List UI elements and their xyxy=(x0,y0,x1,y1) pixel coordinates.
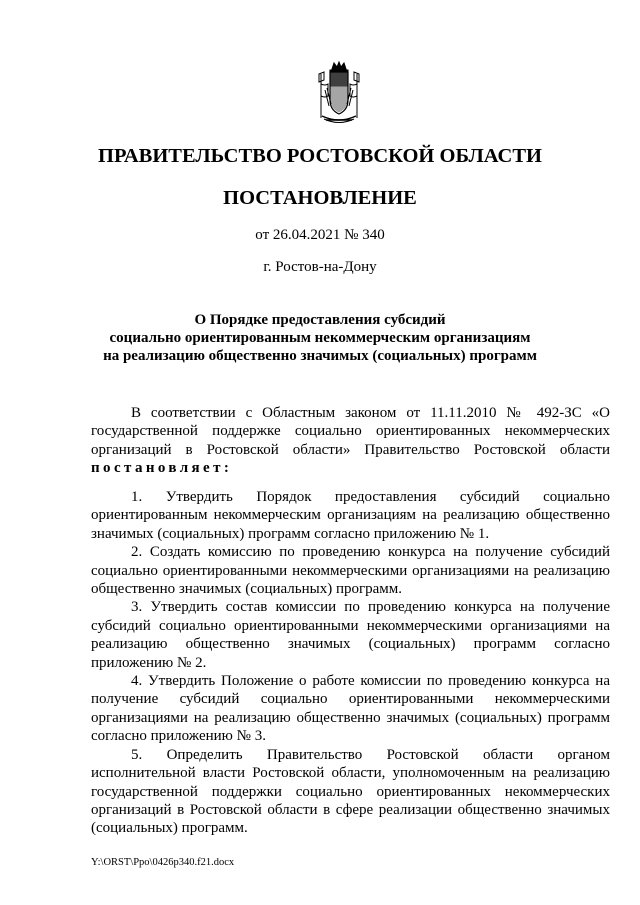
decree-item-2: 2. Создать комиссию по проведению конкурса на получение субсидий социально ориентированными некоммерческими организациями на реализацию общественно значимых (социальных) программ. xyxy=(91,544,610,598)
subject-line: О Порядке предоставления субсидий xyxy=(194,312,446,328)
decree-item-3: 3. Утвердить состав комиссии по проведению конкурса на получение субсидий социально ориентированными некоммерческими организациями на реализацию общественно значимых (социальных) программ согласно приложению № 2. xyxy=(91,599,610,671)
preamble xyxy=(91,404,610,478)
subject-line: на реализацию общественно значимых (социальных) программ xyxy=(103,348,537,364)
decree-item-5: 5. Определить Правительство Ростовской области органом исполнительной власти Ростовской области, уполномоченным на реализацию государственной поддержки социально ориентированных некоммерческих организаций в Ростовской области в сфере реализации общественно значимых (социальных) программ. xyxy=(91,746,610,837)
document-place: г. Ростов-на-Дону xyxy=(263,259,377,275)
preamble-text: В соответствии с Областным законом от 11.11.2010 № 492-ЗС «О государственной поддержке социально ориентированных некоммерческих организаций в Ростовской области» Правительство Ростовской области xyxy=(91,405,610,458)
subject-line: социально ориентированным некоммерческим организациям xyxy=(109,330,531,346)
preamble-paragraph xyxy=(91,404,610,478)
document-subject xyxy=(0,311,640,365)
document-date-number: от 26.04.2021 № 340 xyxy=(255,227,385,243)
crest-left-standard xyxy=(319,72,324,118)
government-title: ПРАВИТЕЛЬСТВО РОСТОВСКОЙ ОБЛАСТИ xyxy=(98,145,542,167)
decree-item-4: 4. Утвердить Положение о работе комиссии по проведению конкурса на получение субсидий социально ориентированными некоммерческими организациями на реализацию общественно значимых (социальных) программ согласно приложению № 3. xyxy=(91,673,610,745)
coat-of-arms-icon xyxy=(316,60,362,126)
crest-right-standard xyxy=(354,72,359,118)
decree-item-1: 1. Утвердить Порядок предоставления субсидий социально ориентированным некоммерческим организациям на реализацию общественно значимых (социальных) программ согласно приложению № 1. xyxy=(91,489,610,542)
crest-shield-fill-top xyxy=(331,73,347,86)
crest-left-banner xyxy=(321,84,328,97)
decree-items xyxy=(91,488,610,838)
file-path-footer: Y:\ORST\Ppo\0426p340.f21.docx xyxy=(91,857,235,868)
crest-crown xyxy=(332,62,346,69)
document-type: ПОСТАНОВЛЕНИЕ xyxy=(223,187,417,209)
crest-shield-fill-bottom xyxy=(331,87,347,112)
crest-right-banner xyxy=(350,84,357,97)
decree-word: постановляет: xyxy=(91,460,233,477)
